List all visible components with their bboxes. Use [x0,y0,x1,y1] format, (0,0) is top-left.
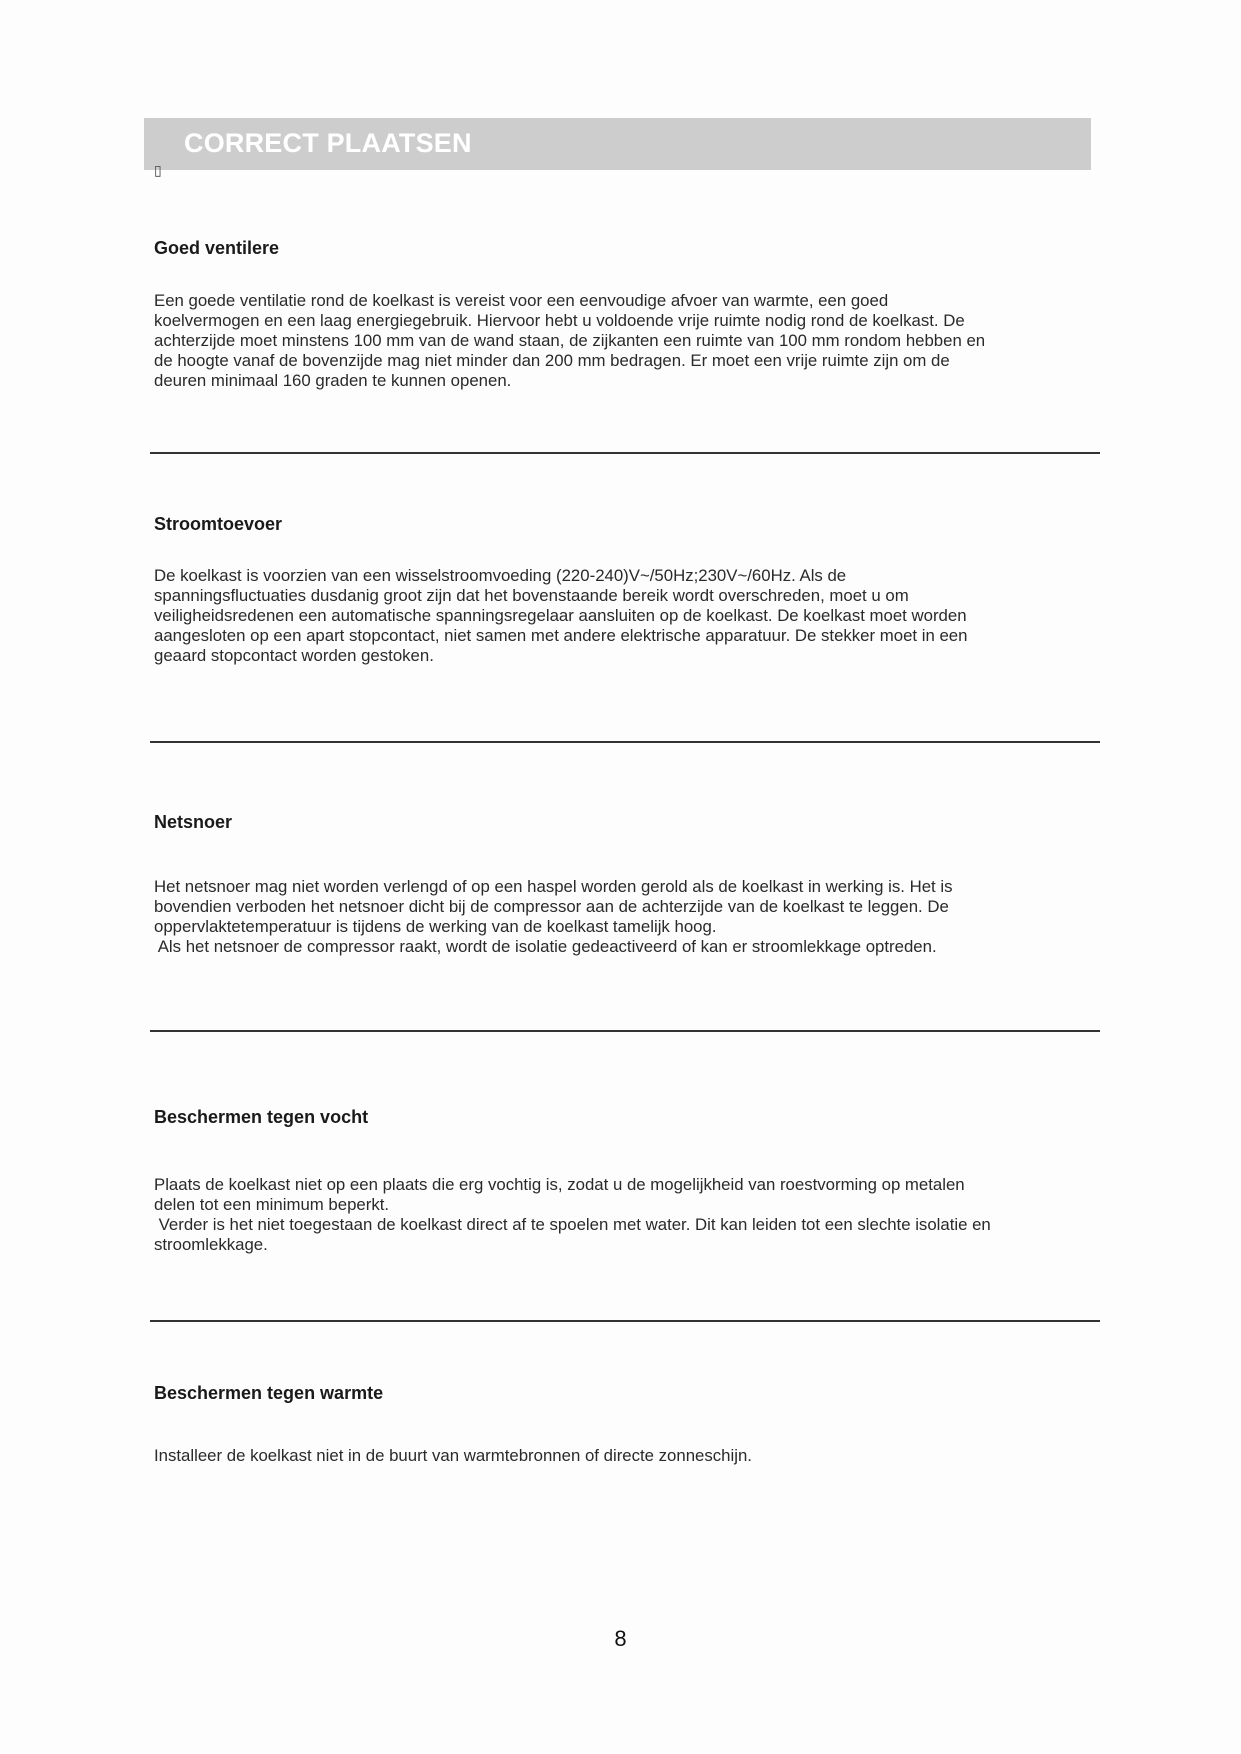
section-heading: Beschermen tegen vocht [154,1107,369,1127]
section-divider [150,741,1100,743]
missing-glyph-icon: ▯ [154,162,162,178]
paragraph-line: Plaats de koelkast niet op een plaats die erg vochtig is, zodat u de mogelijkheid van roestvorming op metalen [154,1175,965,1194]
paragraph-line: stroomlekkage. [154,1235,268,1254]
paragraph-line: geaard stopcontact worden gestoken. [154,646,434,665]
paragraph-line: Het netsnoer mag niet worden verlengd of op een haspel worden gerold als de koelkast in werking is. Het is [154,877,953,896]
section-heading: Beschermen tegen warmte [154,1383,384,1403]
paragraph-line: delen tot een minimum beperkt. [154,1195,390,1214]
paragraph-line: Een goede ventilatie rond de koelkast is vereist voor een eenvoudige afvoer van warmte, een goed [154,291,889,310]
paragraph-line: spanningsfluctuaties dusdanig groot zijn dat het bovenstaande bereik wordt overschreden, moet u om [154,586,909,605]
paragraph-line: achterzijde moet minstens 100 mm van de wand staan, de zijkanten een ruimte van 100 mm rondom hebben en [154,331,986,350]
section-heading: Stroomtoevoer [154,514,283,534]
section-divider [150,1320,1100,1322]
section-paragraph [154,877,1084,957]
section-paragraph [154,566,1084,666]
page-number: 8 [614,1626,627,1651]
paragraph-line: deuren minimaal 160 graden te kunnen openen. [154,371,512,390]
paragraph-line: Installeer de koelkast niet in de buurt van warmtebronnen of directe zonneschijn. [154,1446,752,1465]
paragraph-line: veiligheidsredenen een automatische spanningsregelaar aansluiten op de koelkast. De koelkast moet worden [154,606,967,625]
paragraph-line: Verder is het niet toegestaan de koelkast direct af te spoelen met water. Dit kan leiden tot een slechte isolatie en [154,1215,991,1234]
section-divider [150,1030,1100,1032]
paragraph-line: koelvermogen en een laag energiegebruik. Hiervoor hebt u voldoende vrije ruimte nodig rond de koelkast. De [154,311,965,330]
section-paragraph [154,291,1084,391]
paragraph-line: De koelkast is voorzien van een wisselstroomvoeding (220-240)V~/50Hz;230V~/60Hz. Als de [154,566,847,585]
paragraph-line: Als het netsnoer de compressor raakt, wordt de isolatie gedeactiveerd of kan er stroomlekkage optreden. [154,937,937,956]
section-banner [144,118,1091,170]
section-paragraph [154,1446,1084,1466]
section-heading: Netsnoer [154,812,233,832]
section-divider [150,452,1100,454]
paragraph-line: de hoogte vanaf de bovenzijde mag niet minder dan 200 mm bedragen. Er moet een vrije ruimte zijn om de [154,351,950,370]
paragraph-line: bovendien verboden het netsnoer dicht bij de compressor aan de achterzijde van de koelkast te leggen. De [154,897,949,916]
banner-title: CORRECT PLAATSEN [184,128,472,158]
section-paragraph [154,1175,1084,1255]
paragraph-line: oppervlaktetemperatuur is tijdens de werking van de koelkast tamelijk hoog. [154,917,717,936]
section-heading: Goed ventilere [154,238,280,258]
paragraph-line: aangesloten op een apart stopcontact, niet samen met andere elektrische apparatuur. De stekker moet in een [154,626,968,645]
